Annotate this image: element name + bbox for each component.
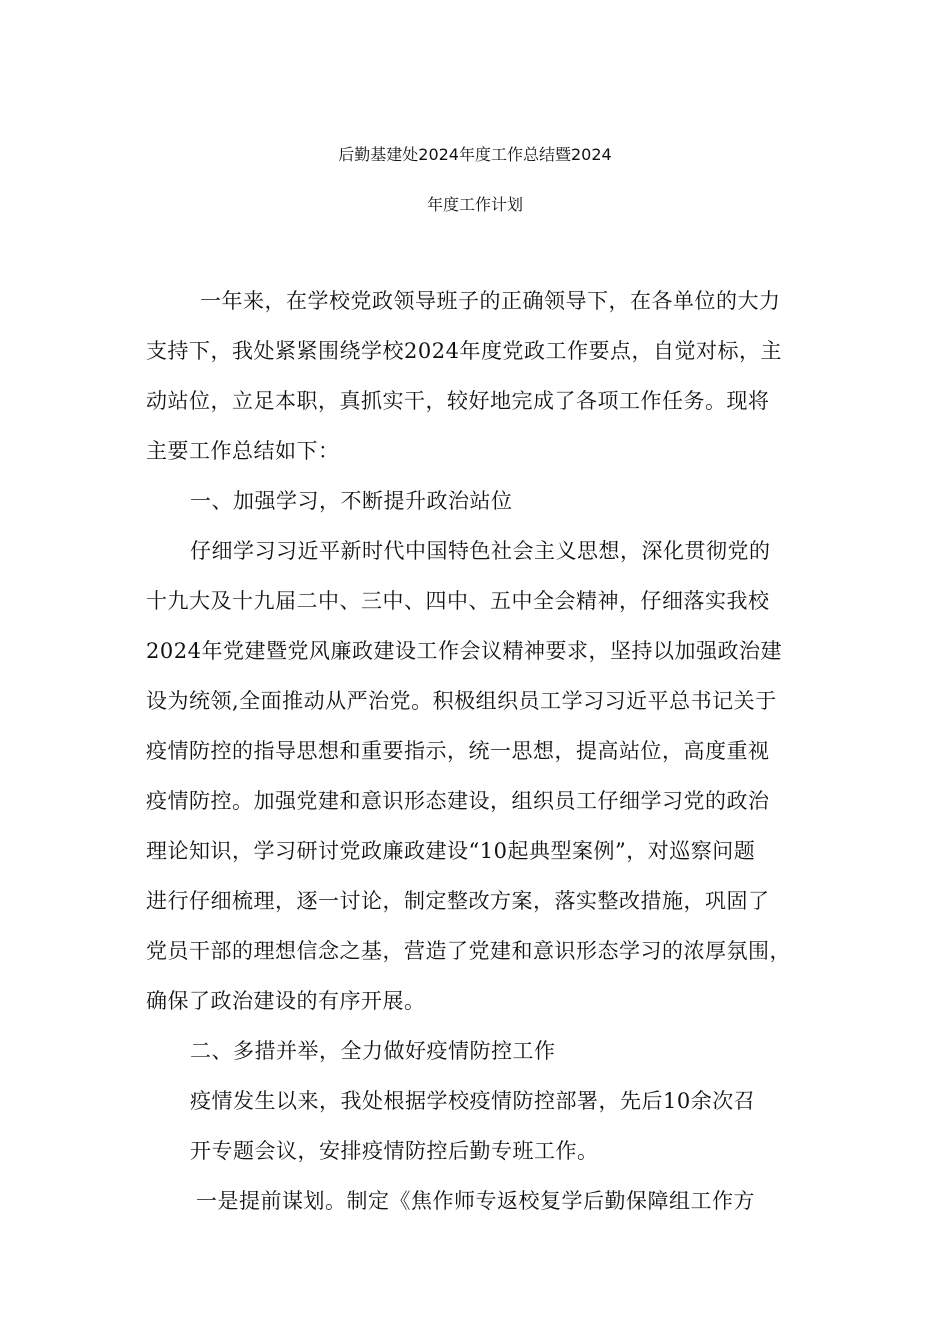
section-heading-1: 一、加强学习，不断提升政治站位 (190, 489, 513, 513)
body-line-3: 动站位，立足本职，真抓实干，较好地完成了各项工作任务。现将 (146, 389, 770, 413)
body-line-7: 十九大及十九届二中、三中、四中、五中全会精神，仔细落实我校 (146, 589, 770, 613)
body-line-6: 仔细学习习近平新时代中国特色社会主义思想，深化贯彻党的 (190, 539, 771, 563)
body-line-19: 一是提前谋划。制定《焦作师专返校复学后勤保障组工作方 (196, 1189, 755, 1213)
body-line-10: 疫情防控的指导思想和重要指示，统一思想，提高站位，高度重视 (146, 739, 770, 763)
section-heading-2: 二、多措并举，全力做好疫情防控工作 (190, 1039, 556, 1063)
body-line-17: 疫情发生以来，我处根据学校疫情防控部署，先后10余次召 (190, 1089, 756, 1113)
body-line-4: 主要工作总结如下： (146, 439, 340, 463)
document-title-line-1: 后勤基建处2024年度工作总结暨2024 (338, 145, 612, 164)
body-line-15: 确保了政治建设的有序开展。 (146, 989, 426, 1013)
body-line-9: 设为统领,全面推动从严治党。积极组织员工学习习近平总书记关于 (146, 689, 777, 713)
body-line-13: 进行仔细梳理，逐一讨论，制定整改方案，落实整改措施，巩固了 (146, 889, 770, 913)
body-line-8: 2024年党建暨党风廉政建设工作会议精神要求，坚持以加强政治建 (146, 639, 782, 663)
body-line-11: 疫情防控。加强党建和意识形态建设，组织员工仔细学习党的政治 (146, 789, 770, 813)
body-line-1: 一年来，在学校党政领导班子的正确领导下，在各单位的大力 (200, 289, 781, 313)
body-line-2: 支持下，我处紧紧围绕学校2024年度党政工作要点，自觉对标，主 (146, 339, 782, 363)
document-title-line-2: 年度工作计划 (426, 195, 523, 214)
body-line-18: 开专题会议，安排疫情防控后勤专班工作。 (190, 1139, 599, 1163)
body-line-12: 理论知识，学习研讨党政廉政建设“10起典型案例”，对巡察问题 (146, 839, 756, 863)
body-line-14: 党员干部的理想信念之基，营造了党建和意识形态学习的浓厚氛围， (146, 939, 791, 963)
